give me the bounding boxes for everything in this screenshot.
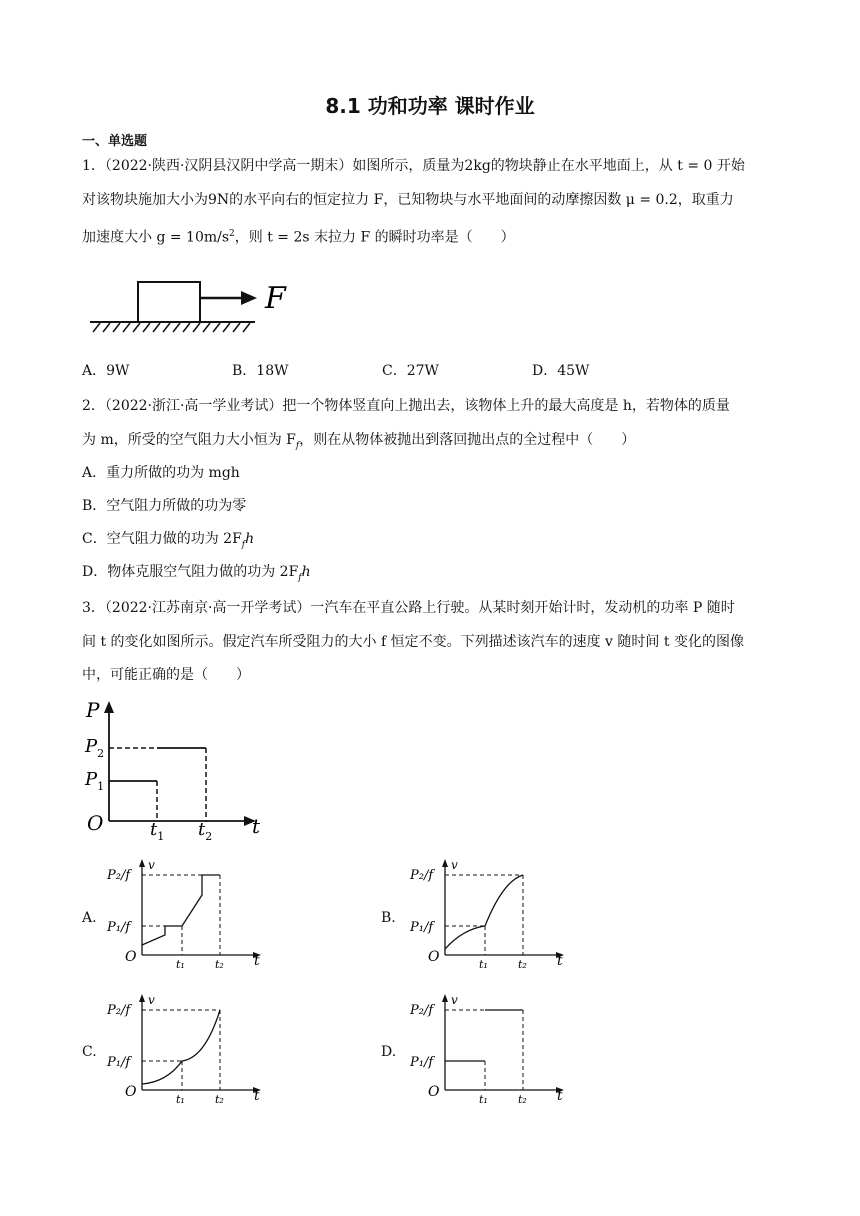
origin-label: O bbox=[428, 949, 440, 965]
p1f-label: P₁/f bbox=[410, 920, 434, 935]
p1f-label: P₁/f bbox=[107, 920, 131, 935]
q1-line-3 bbox=[82, 224, 782, 248]
force-arrowhead bbox=[241, 291, 257, 305]
q2-line-1: 2．（2022·浙江·高一学业考试）把一个物体竖直向上抛出去，该物体上升的最大高度是 h，若物体的质量 bbox=[82, 398, 730, 414]
p2f-label: P₂/f bbox=[410, 868, 434, 883]
v-axis-arrow bbox=[139, 859, 145, 867]
q1-option-b[interactable]: B．18W bbox=[232, 363, 289, 379]
ground-hatch bbox=[93, 323, 250, 332]
power-time-graph bbox=[80, 695, 275, 845]
option-d-vt-graph[interactable] bbox=[408, 992, 568, 1105]
block-force-diagram bbox=[85, 270, 300, 345]
velocity-curve bbox=[142, 875, 220, 945]
q2-line-2 bbox=[82, 430, 782, 456]
option-a-vt-graph[interactable] bbox=[105, 857, 265, 970]
v-label: v bbox=[451, 993, 458, 1007]
p2f-label: P₂/f bbox=[107, 1003, 131, 1018]
q2-option-c[interactable] bbox=[82, 529, 254, 555]
origin-label: O bbox=[87, 811, 104, 835]
p2f-label: P₂/f bbox=[107, 868, 131, 883]
t-label: t bbox=[254, 953, 260, 969]
t-label: t bbox=[254, 1088, 260, 1104]
v-axis-arrow bbox=[442, 994, 448, 1002]
origin-label: O bbox=[125, 1084, 137, 1100]
t-label: t bbox=[557, 953, 563, 969]
q2-line-2-sub: f bbox=[295, 440, 300, 451]
q2-line-2a: 为 m，所受的空气阻力大小恒为 F bbox=[82, 432, 296, 448]
q1-option-c[interactable]: C．27W bbox=[382, 363, 439, 379]
p1-label-main: P bbox=[85, 769, 98, 790]
v-label: v bbox=[451, 858, 458, 872]
p2f-label: P₂/f bbox=[410, 1003, 434, 1018]
q3-line-1: 3．（2022·江苏南京·高一开学考试）一汽车在平直公路上行驶。从某时刻开始计时，发动机的功率 P 随时 bbox=[82, 600, 735, 616]
t1-label-sub: 1 bbox=[157, 830, 165, 843]
block bbox=[138, 282, 200, 322]
p1-label bbox=[84, 769, 104, 793]
q3-option-c-label[interactable]: C. bbox=[82, 1044, 97, 1060]
t2-label-main: t bbox=[198, 819, 206, 840]
p1f-label: P₁/f bbox=[107, 1055, 131, 1070]
q2-option-c-a: C．空气阻力做的功为 2F bbox=[82, 531, 242, 547]
v-axis-arrow bbox=[442, 859, 448, 867]
t1-label: t₁ bbox=[479, 958, 488, 970]
origin-label: O bbox=[125, 949, 137, 965]
v-label: v bbox=[148, 858, 155, 872]
q2-option-a[interactable]: A．重力所做的功为 mgh bbox=[82, 465, 240, 481]
force-label: F bbox=[265, 281, 286, 316]
q2-line-2b: ，则在从物体被抛出到落回抛出点的全过程中（ ） bbox=[299, 432, 636, 448]
q2-option-d-a: D．物体克服空气阻力做的功为 2F bbox=[82, 564, 299, 580]
q3-line-3: 中，可能正确的是（ ） bbox=[82, 667, 250, 683]
v-label: v bbox=[148, 993, 155, 1007]
t2-label-sub: 2 bbox=[205, 830, 213, 843]
velocity-curve bbox=[142, 1010, 220, 1084]
t1-label: t₁ bbox=[479, 1093, 488, 1105]
q3-option-b-label[interactable]: B. bbox=[381, 910, 396, 926]
q2-option-d-b: h bbox=[301, 564, 311, 580]
p2-label-sub: 2 bbox=[97, 747, 105, 760]
t2-label: t₂ bbox=[518, 1093, 527, 1105]
t2-label: t₂ bbox=[215, 958, 224, 970]
page-title: 8.1 功和功率 课时作业 bbox=[325, 94, 535, 118]
t2-label bbox=[198, 819, 212, 843]
q2-option-d[interactable] bbox=[82, 562, 311, 588]
origin-label: O bbox=[428, 1084, 440, 1100]
t2-label: t₂ bbox=[518, 958, 527, 970]
option-c-vt-graph[interactable] bbox=[105, 992, 265, 1105]
option-b-vt-graph[interactable] bbox=[408, 857, 568, 970]
t-axis-label: t bbox=[252, 814, 261, 838]
p1-label-sub: 1 bbox=[97, 780, 105, 793]
q2-option-b[interactable]: B．空气阻力所做的功为零 bbox=[82, 498, 247, 514]
q1-option-a[interactable]: A．9W bbox=[82, 363, 130, 379]
t2-label: t₂ bbox=[215, 1093, 224, 1105]
p-axis-label: P bbox=[86, 698, 100, 722]
q1-line-2: 对该物块施加大小为9N的水平向右的恒定拉力 F，已知物块与水平地面间的动摩擦因数 μ = 0.2，取重力 bbox=[82, 192, 734, 208]
q3-option-a-label[interactable]: A. bbox=[82, 910, 97, 926]
velocity-curve bbox=[445, 875, 523, 949]
t1-label bbox=[150, 819, 164, 843]
q3-option-d-label[interactable]: D. bbox=[381, 1044, 397, 1060]
p-axis-arrow bbox=[104, 701, 114, 713]
p2-label-main: P bbox=[85, 736, 98, 757]
q1-line-1: 1．（2022·陕西·汉阴县汉阴中学高一期末）如图所示，质量为2kg的物块静止在水平地面上，从 t = 0 开始 bbox=[82, 158, 745, 174]
t1-label-main: t bbox=[150, 819, 158, 840]
t-label: t bbox=[557, 1088, 563, 1104]
section-heading: 一、单选题 bbox=[82, 134, 148, 149]
v-axis-arrow bbox=[139, 994, 145, 1002]
q1-option-d[interactable]: D．45W bbox=[532, 363, 590, 379]
p1f-label: P₁/f bbox=[410, 1055, 434, 1070]
q1-line-3-sup: 2 bbox=[229, 229, 235, 239]
q2-option-d-sub: f bbox=[298, 572, 302, 583]
t1-label: t₁ bbox=[176, 1093, 185, 1105]
q1-line-3a: 加速度大小 g = 10m/s bbox=[82, 229, 230, 246]
p2-label bbox=[84, 736, 104, 760]
q2-option-c-b: h bbox=[245, 531, 255, 547]
q3-line-2: 间 t 的变化如图所示。假定汽车所受阻力的大小 f 恒定不变。下列描述该汽车的速度 v 随时间 t 变化的图像 bbox=[82, 634, 744, 650]
q2-option-c-sub: f bbox=[241, 539, 246, 550]
t1-label: t₁ bbox=[176, 958, 185, 970]
q1-line-3b: ，则 t = 2s 末拉力 F 的瞬时功率是（ ） bbox=[234, 229, 515, 246]
